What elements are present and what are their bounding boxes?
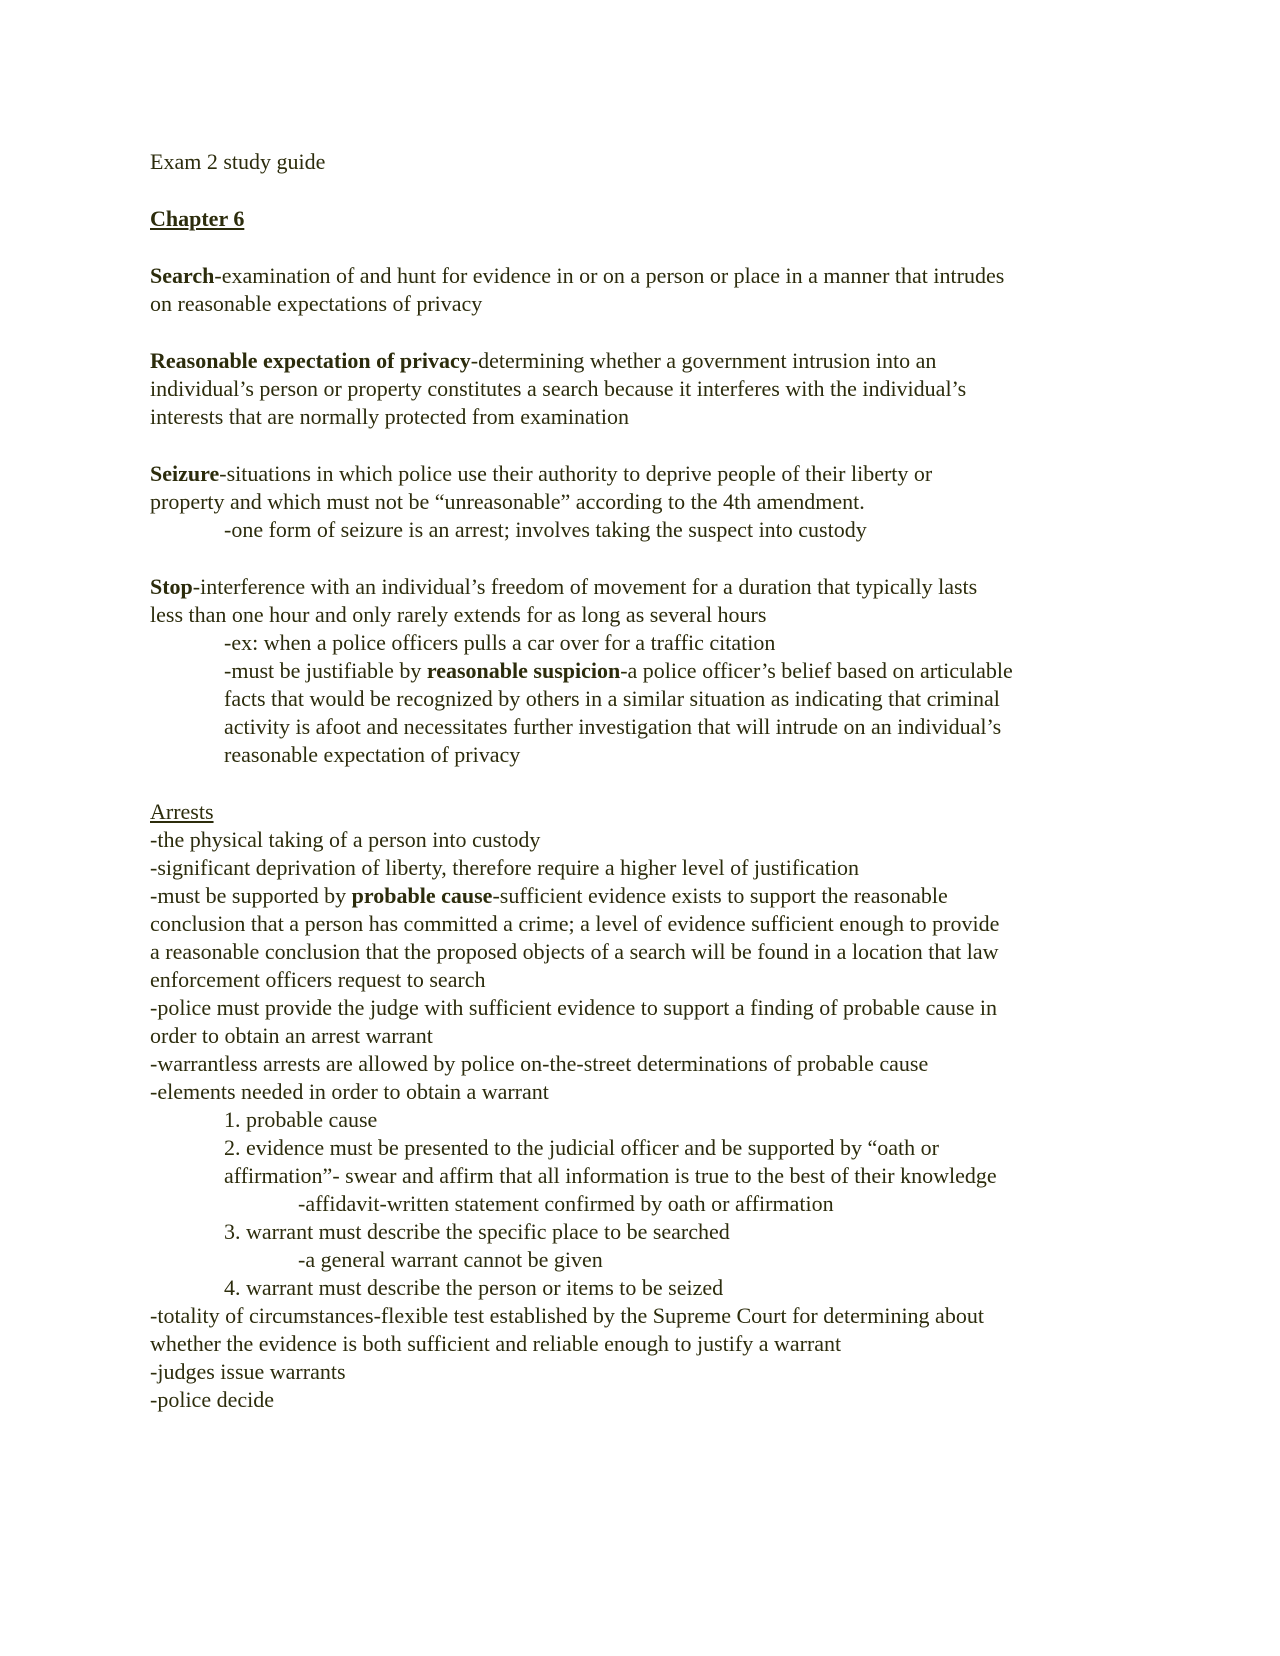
search-term: Search: [150, 263, 215, 288]
rep-term: Reasonable expectation of privacy: [150, 348, 471, 373]
probable-cause-cont: enforcement officers request to search: [150, 967, 486, 992]
stop-term: Stop: [150, 574, 193, 599]
reasonable-suspicion-cont: reasonable expectation of privacy: [224, 742, 521, 767]
chapter-heading: Chapter 6: [150, 206, 245, 231]
warrant-element: 1. probable cause: [224, 1107, 378, 1132]
probable-cause-definition: -must be supported by probable cause-sufficient evidence exists to support the reasonable: [150, 883, 948, 908]
arrests-point: -police must provide the judge with sufficient evidence to support a finding of probable cause in: [150, 995, 997, 1020]
stop-example: -ex: when a police officers pulls a car over for a traffic citation: [224, 630, 776, 655]
arrests-point: -the physical taking of a person into custody: [150, 827, 541, 852]
search-definition: Search-examination of and hunt for evidence in or on a person or place in a manner that intrudes: [150, 263, 1005, 288]
rep-definition-cont: interests that are normally protected from examination: [150, 404, 629, 429]
warrant-subpoint: -a general warrant cannot be given: [298, 1247, 603, 1272]
arrests-point: -warrantless arrests are allowed by police on-the-street determinations of probable cause: [150, 1051, 929, 1076]
arrests-heading: Arrests: [150, 799, 214, 824]
seizure-definition: Seizure-situations in which police use their authority to deprive people of their liberty or: [150, 461, 933, 486]
probable-cause-term: probable cause: [351, 883, 493, 908]
document-title: Exam 2 study guide: [150, 149, 326, 174]
stop-definition: Stop-interference with an individual’s freedom of movement for a duration that typically lasts: [150, 574, 978, 599]
seizure-definition-cont: property and which must not be “unreasonable” according to the 4th amendment.: [150, 489, 865, 514]
arrests-point: -police decide: [150, 1387, 274, 1412]
rep-definition-cont: individual’s person or property constitutes a search because it interferes with the individual’s: [150, 376, 967, 401]
arrests-point: -significant deprivation of liberty, therefore require a higher level of justification: [150, 855, 860, 880]
reasonable-suspicion-definition: -must be justifiable by reasonable suspicion-a police officer’s belief based on articulable: [224, 658, 1013, 683]
arrests-point-cont: order to obtain an arrest warrant: [150, 1023, 433, 1048]
arrests-point: -elements needed in order to obtain a warrant: [150, 1079, 549, 1104]
warrant-subpoint: -affidavit-written statement confirmed by oath or affirmation: [298, 1191, 834, 1216]
rep-definition: Reasonable expectation of privacy-determining whether a government intrusion into an: [150, 348, 937, 373]
warrant-element-cont: affirmation”- swear and affirm that all information is true to the best of their knowledge: [224, 1163, 997, 1188]
probable-cause-cont: a reasonable conclusion that the proposed objects of a search will be found in a location that law: [150, 939, 999, 964]
warrant-element: 2. evidence must be presented to the judicial officer and be supported by “oath or: [224, 1135, 939, 1160]
reasonable-suspicion-cont: activity is afoot and necessitates further investigation that will intrude on an individual’s: [224, 714, 1002, 739]
warrant-element: 3. warrant must describe the specific place to be searched: [224, 1219, 730, 1244]
warrant-element: 4. warrant must describe the person or items to be seized: [224, 1275, 724, 1300]
stop-definition-cont: less than one hour and only rarely extends for as long as several hours: [150, 602, 767, 627]
probable-cause-cont: conclusion that a person has committed a crime; a level of evidence sufficient enough to provide: [150, 911, 1000, 936]
arrests-point: -totality of circumstances-flexible test established by the Supreme Court for determining about: [150, 1303, 984, 1328]
arrests-point-cont: whether the evidence is both sufficient and reliable enough to justify a warrant: [150, 1331, 842, 1356]
search-definition-cont: on reasonable expectations of privacy: [150, 291, 483, 316]
arrests-point: -judges issue warrants: [150, 1359, 346, 1384]
reasonable-suspicion-term: reasonable suspicion: [426, 658, 621, 683]
seizure-term: Seizure: [150, 461, 220, 486]
reasonable-suspicion-cont: facts that would be recognized by others in a similar situation as indicating that criminal: [224, 686, 1000, 711]
seizure-note: -one form of seizure is an arrest; involves taking the suspect into custody: [224, 517, 867, 542]
